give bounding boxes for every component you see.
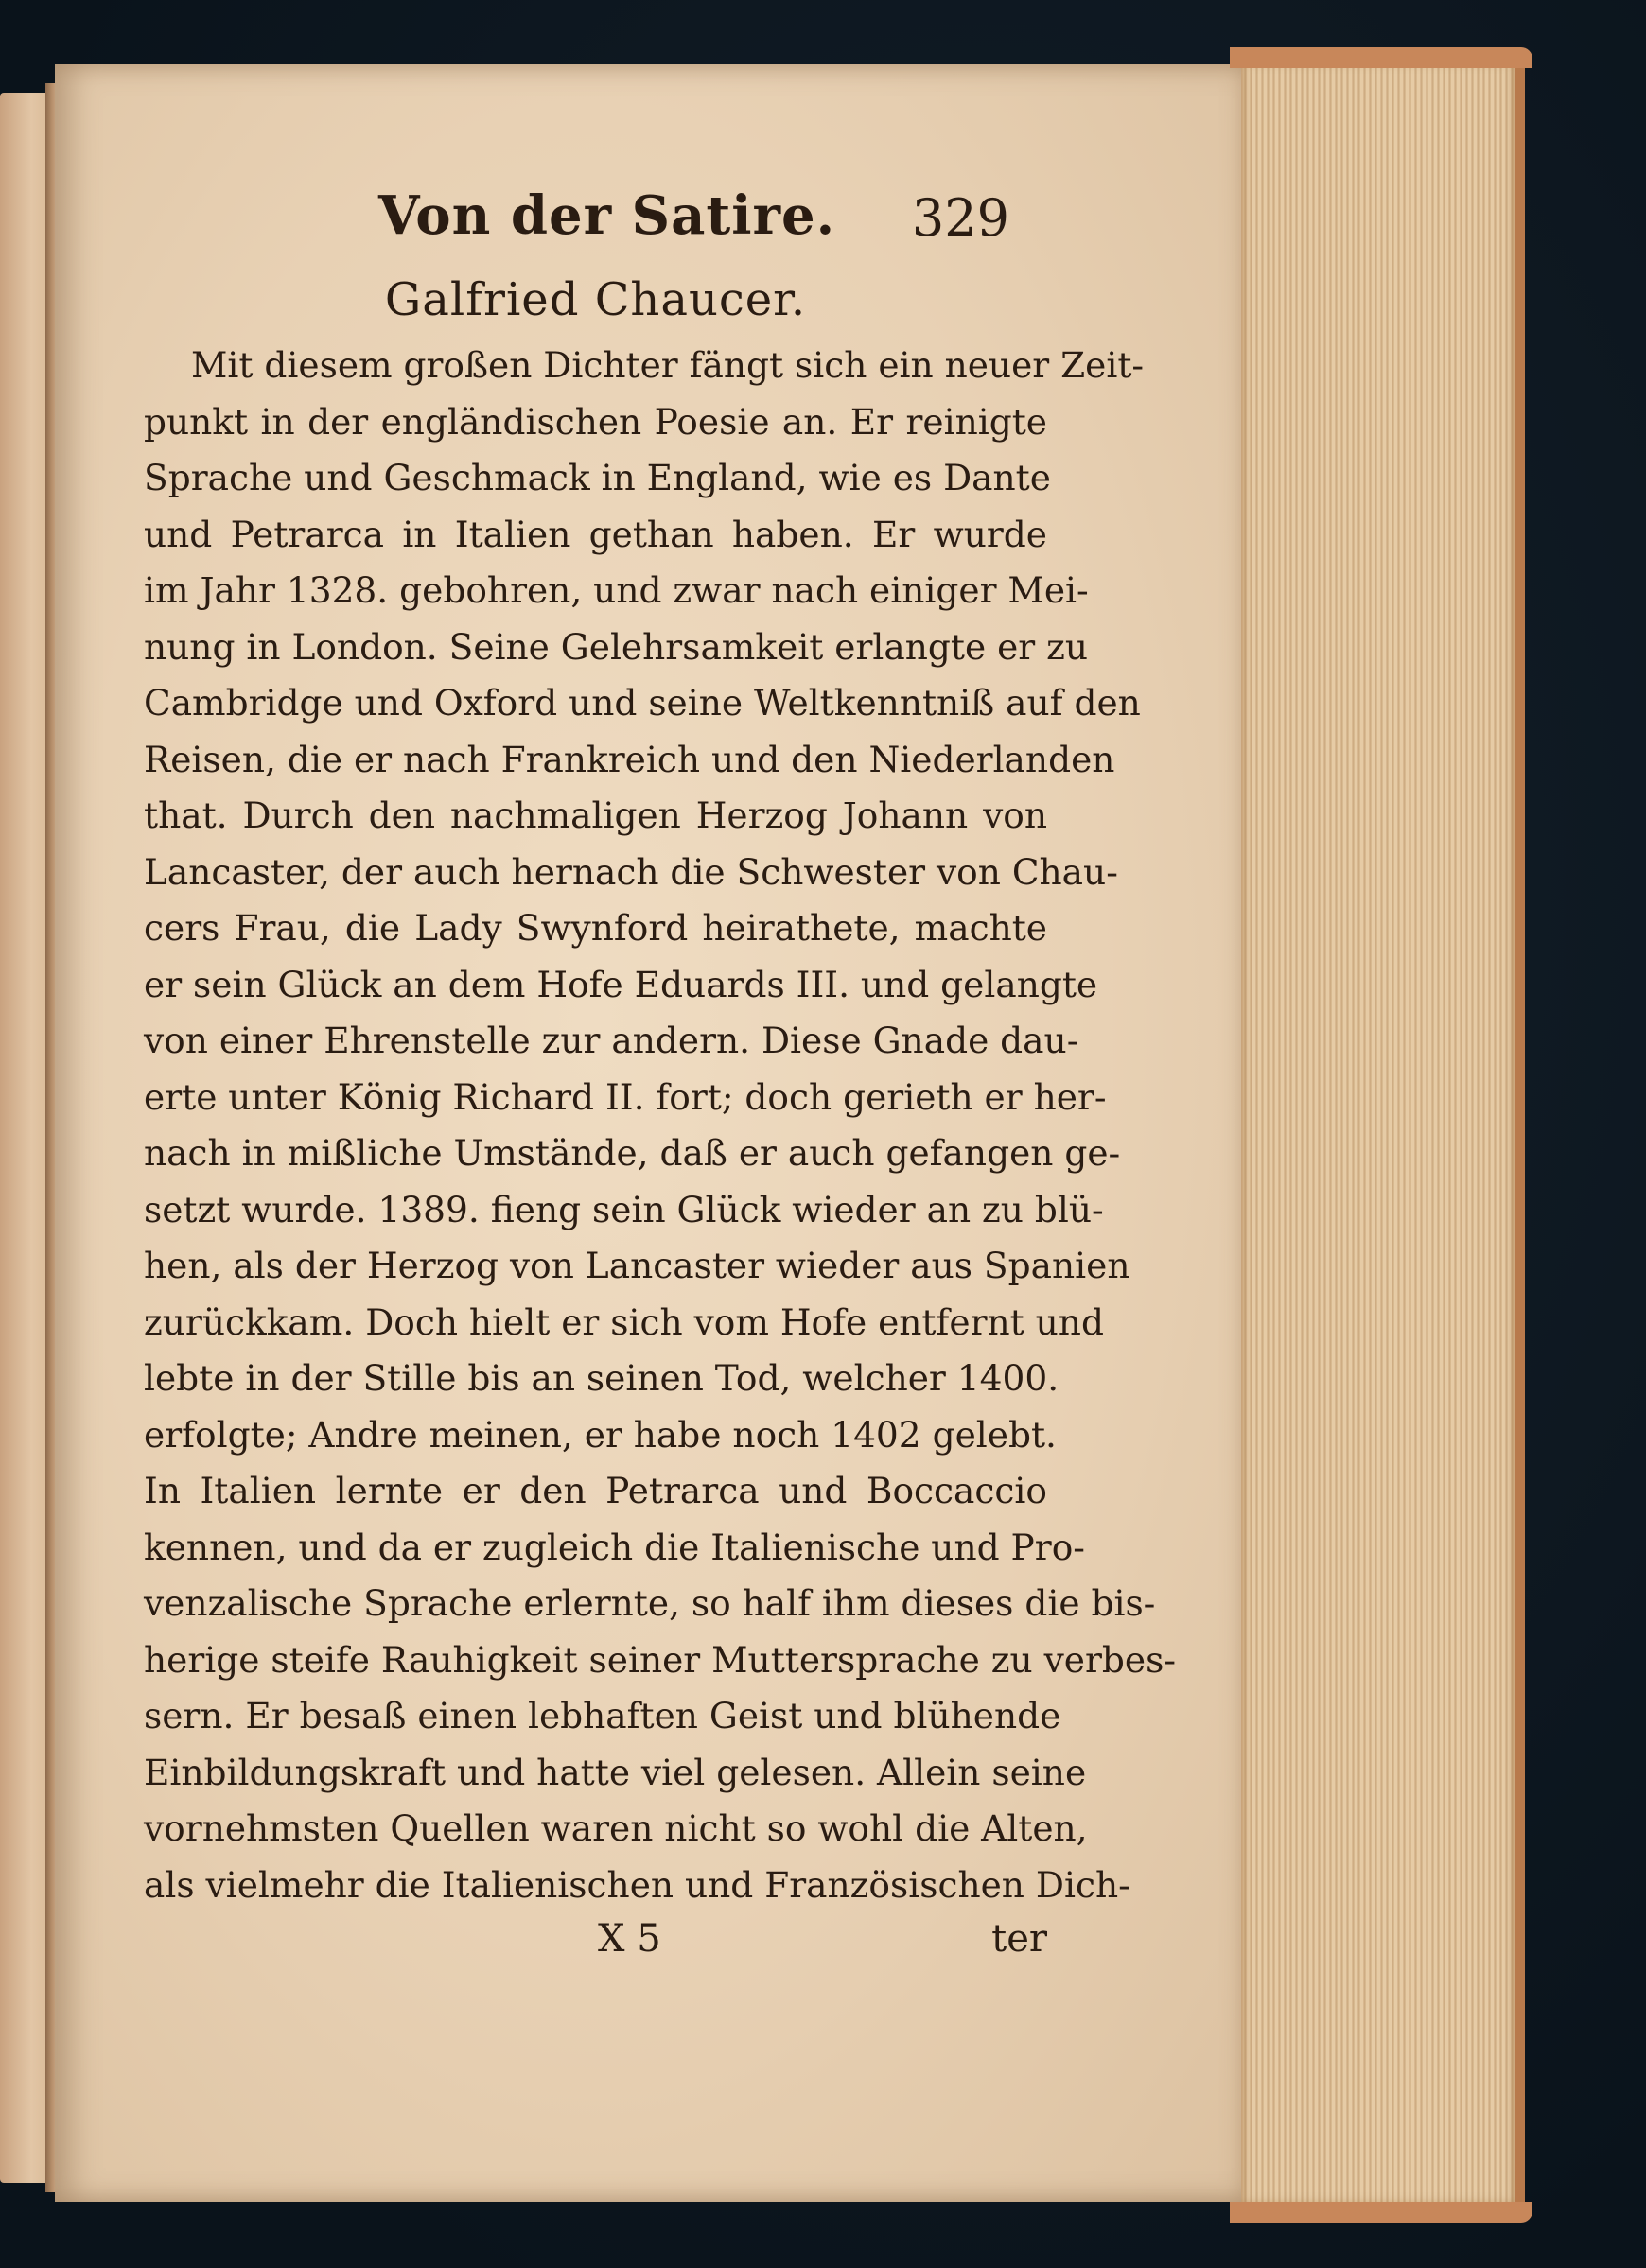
page-block-edge <box>1241 55 1525 2211</box>
text-line: er sein Glück an dem Hofe Eduards III. und gelangte <box>144 963 1098 1005</box>
text-line: venzalische Sprache erlernte, so half ihm dieses die bis- <box>144 1582 1156 1624</box>
text-line: In Italien lernte er den Petrarca und Boccaccio <box>144 1470 1047 1511</box>
signature-mark: X 5 <box>598 1917 661 1961</box>
text-line: cers Frau, die Lady Swynford heirathete, machte <box>144 907 1047 949</box>
text-line: hen, als der Herzog von Lancaster wieder aus Spanien <box>144 1245 1130 1286</box>
text-line: kennen, und da er zugleich die Italienische und Pro- <box>144 1526 1085 1568</box>
text-line: punkt in der engländischen Poesie an. Er reinigte <box>144 400 1047 443</box>
text-line: zurückkam. Doch hielt er sich vom Hofe entfernt und <box>144 1300 1104 1343</box>
text-line: sern. Er besaß einen lebhaften Geist und blühende <box>144 1695 1061 1736</box>
left-page-edge <box>0 93 52 2183</box>
text-line: im Jahr 1328. gebohren, und zwar nach einiger Mei- <box>144 569 1089 611</box>
text-line: und Petrarca in Italien gethan haben. Er wurde <box>144 513 1047 555</box>
text-line: Sprache und Geschmack in England, wie es Dante <box>144 457 1051 498</box>
text-line: herige steife Rauhigkeit seiner Muttersprache zu verbes- <box>144 1638 1176 1681</box>
text-line: Einbildungskraft und hatte viel gelesen. Allein seine <box>144 1751 1087 1793</box>
text-line: Mit diesem großen Dichter fängt sich ein neuer Zeit- <box>191 344 1145 386</box>
cover-top-edge <box>1230 47 1532 68</box>
text-line: nung in London. Seine Gelehrsamkeit erlangte er zu <box>144 625 1089 668</box>
text-line: erfolgte; Andre meinen, er habe noch 1402 gelebt. <box>144 1413 1057 1456</box>
text-line: lebte in der Stille bis an seinen Tod, welcher 1400. <box>144 1357 1059 1399</box>
text-line: Lancaster, der auch hernach die Schwester von Chau- <box>144 850 1118 893</box>
page-header <box>144 184 1047 260</box>
text-line: nach in mißliche Umstände, daß er auch gefangen ge- <box>144 1132 1121 1174</box>
running-head: Von der Satire. <box>378 184 836 247</box>
text-line: setzt wurde. 1389. fieng sein Glück wieder an zu blü- <box>144 1188 1104 1230</box>
text-line: erte unter König Richard II. fort; doch gerieth er her- <box>144 1075 1107 1118</box>
page-number: 329 <box>911 188 1009 248</box>
text-line: von einer Ehrenstelle zur andern. Diese Gnade dau- <box>144 1020 1079 1061</box>
section-title: Galfried Chaucer. <box>384 273 807 326</box>
text-line: vornehmsten Quellen waren nicht so wohl die Alten, <box>144 1807 1088 1849</box>
text-line: that. Durch den nachmaligen Herzog Johann von <box>144 794 1047 836</box>
page-footer <box>144 1917 1047 1974</box>
text-line: als vielmehr die Italienischen und Französischen Dich- <box>144 1863 1130 1906</box>
text-line: Cambridge und Oxford und seine Weltkenntniß auf den <box>144 682 1141 724</box>
body-text <box>144 338 1176 1913</box>
cover-bottom-edge <box>1230 2202 1532 2223</box>
text-line: Reisen, die er nach Frankreich und den Niederlanden <box>144 738 1115 780</box>
text-block <box>144 184 1176 1974</box>
catchword: ter <box>991 1917 1047 1961</box>
